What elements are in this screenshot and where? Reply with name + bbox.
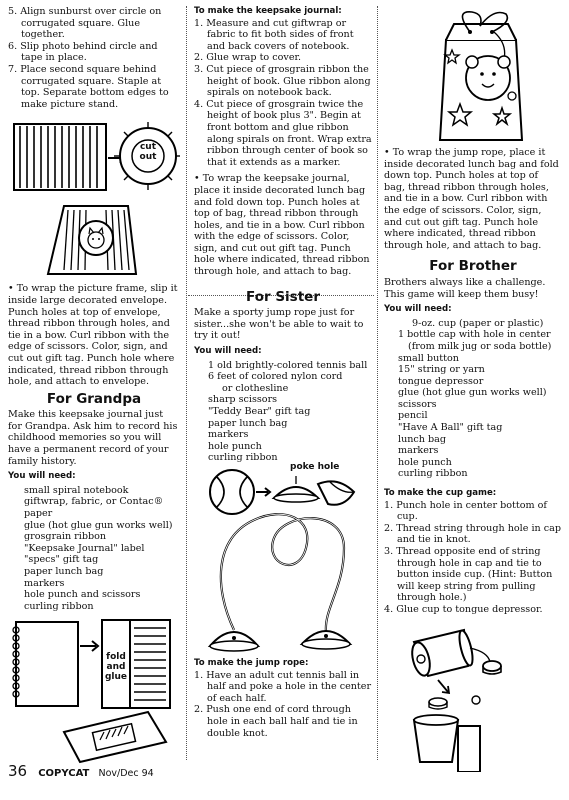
page-number: 36 [8, 762, 28, 780]
list-item: 15" string or yarn [398, 364, 485, 376]
step-item: 4. Glue cup to tongue depressor. [384, 603, 543, 615]
column-divider [186, 6, 187, 760]
list-item: "specs" gift tag [24, 554, 99, 566]
list-item: curling ribbon [24, 600, 94, 612]
picture-frame-illustration [8, 110, 180, 278]
rope-steps-heading: To make the jump rope: [194, 657, 309, 668]
list-item: hole punch and scissors [24, 589, 141, 601]
step-item: 6. Slip photo behind circle and tape in place. [8, 40, 158, 64]
wrap-journal-text: • To wrap the keepsake journal, place it inside decorated lunch bag and fold down top. Punch holes at top of bag, thread ribbon through holes, and tie in a bow. Curl ribbon with the edge of scissors. Color, sign, and cut out gift tag. Punch hole where indicated, thread ribbon through hole, and attach to bag. [194, 173, 370, 278]
list-item: paper lunch bag [208, 417, 288, 429]
step-item: 5. Align sunburst over circle on corrugated square. Glue together. [8, 6, 162, 41]
step-item: 2. Thread string through hole in cap and tie in knot. [384, 522, 561, 546]
cup-steps-list [384, 500, 562, 616]
brother-intro: Brothers always like a challenge. This game will keep them busy! [384, 276, 546, 300]
magazine-name: COPYCAT [38, 768, 90, 779]
list-item: markers [398, 445, 439, 457]
step-item: 1. Have an adult cut tennis ball in half and poke a hole in the center of each half. [194, 669, 372, 704]
gift-bag-illustration [384, 6, 562, 142]
rope-steps-list [194, 670, 372, 740]
list-item: "Teddy Bear" gift tag [208, 406, 311, 417]
step-item: 3. Cut piece of grosgrain ribbon the height of book. Glue ribbon along spirals on notebook back. [194, 63, 371, 99]
sister-need-label: You will need: [194, 346, 262, 357]
issue-date: Nov/Dec 94 [98, 768, 154, 779]
list-item: "Keepsake Journal" label [24, 542, 145, 554]
wrap-rope-text: • To wrap the jump rope, place it inside decorated lunch bag and fold down top. Punch holes at top of bag, thread ribbon through holes, and tie in a bow. Curl ribbon with the edge of scissors. Color, sign, and cut out gift tag. Punch hole where indicated, thread ribbon through hole, and attach to bag. [384, 147, 559, 251]
sister-supply-list [194, 360, 372, 464]
brother-need-label: You will need: [384, 304, 452, 315]
cut-out-label: cut out [139, 142, 157, 163]
step-item: 4. Cut piece of grosgrain twice the height of book plus 3". Begin at front bottom and glue ribbon along spirals on front. Wrap extra ribbon through center of book so that it extends as a marker. [194, 98, 372, 168]
list-item: 1 bottle cap with hole in center [398, 329, 551, 341]
grandpa-intro: Make this keepsake journal just for Grandpa. Ask him to record his childhood memories so you will have a permanent record of your family history. [8, 409, 178, 467]
journal-steps-list [194, 18, 372, 169]
list-item: giftwrap, fabric, or Contac® paper [24, 496, 164, 520]
page-footer [8, 761, 154, 780]
list-item: glue (hot glue gun works well) [24, 519, 173, 531]
step-item: 2. Glue wrap to cover. [194, 52, 302, 64]
column-3 [384, 6, 562, 772]
list-item: pencil [398, 410, 428, 422]
grandpa-supply-list [8, 485, 180, 613]
list-item: glue (hot glue gun works well) [398, 387, 547, 399]
list-item: "Have A Ball" gift tag [398, 422, 503, 434]
step-item: 1. Measure and cut giftwrap or fabric to fit both sides of front and back covers of notebook. [194, 17, 354, 52]
column-1 [8, 6, 180, 766]
list-item: hole punch [398, 456, 452, 468]
list-item: small spiral notebook [24, 484, 129, 496]
list-item: 1 old brightly-colored tennis ball [208, 359, 368, 371]
cup-game-illustration [384, 622, 562, 772]
list-item: lunch bag [398, 433, 447, 445]
list-item: or clothesline [222, 382, 289, 394]
list-item: 6 feet of colored nylon cord [208, 371, 343, 383]
list-item: curling ribbon [208, 452, 278, 464]
step-item: 3. Thread opposite end of string through hole in cap and tie to button inside cup. (Hint: Button will keep string from pulling through hole.) [384, 546, 553, 604]
journal-steps-heading: To make the keepsake journal: [194, 6, 342, 16]
cup-steps-heading: To make the cup game: [384, 488, 497, 499]
fold-and-glue-label: fold and glue [104, 652, 128, 683]
brother-supply-list [384, 318, 562, 480]
list-item: markers [24, 577, 65, 589]
list-item: grosgrain ribbon [24, 531, 107, 543]
column-divider [377, 6, 378, 760]
step-item: 7. Place second square behind corrugated square. Staple at top. Separate bottom edges to make picture stand. [8, 63, 169, 110]
step-item: 1. Punch hole in center bottom of cup. [384, 499, 547, 523]
list-item: sharp scissors [208, 394, 278, 406]
sister-intro: Make a sporty jump rope just for sister...she won't be able to wait to try it out! [194, 307, 364, 342]
grandpa-need-label: You will need: [8, 471, 76, 482]
journal-illustration [8, 616, 180, 766]
brother-heading: For Brother [429, 258, 517, 275]
jump-rope-illustration [194, 461, 372, 654]
list-item: 9-oz. cup (paper or plastic) [412, 317, 544, 329]
column-2 [194, 6, 372, 739]
sister-heading: For Sister [246, 288, 320, 305]
list-item: tongue depressor [398, 375, 484, 387]
frame-steps-list [8, 6, 180, 110]
grandpa-heading: For Grandpa [46, 390, 142, 407]
poke-hole-label: poke hole [290, 461, 340, 472]
list-item: scissors [398, 398, 437, 410]
step-item: 2. Push one end of cord through hole in each ball half and tie in double knot. [194, 704, 358, 739]
list-item: markers [208, 429, 249, 441]
list-item: paper lunch bag [24, 566, 104, 577]
list-item: (from milk jug or soda bottle) [408, 340, 552, 352]
wrap-frame-text: • To wrap the picture frame, slip it inside large decorated envelope. Punch holes at top of envelope, thread ribbon through holes, and tie in a bow. Curl ribbon with the edge of scissors. Color, sign, and cut out gift tag. Punch hole where indicated, thread ribbon through hole, and attach to envelope. [8, 283, 178, 388]
list-item: small button [398, 352, 459, 364]
list-item: hole punch [208, 440, 262, 452]
list-item: curling ribbon [398, 468, 468, 480]
